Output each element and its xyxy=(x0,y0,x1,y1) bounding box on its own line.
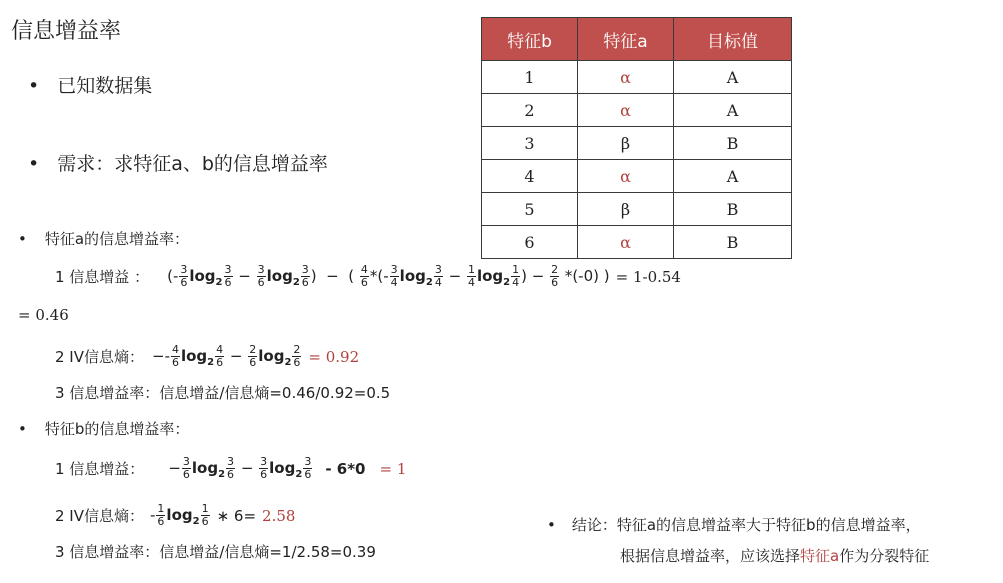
feature-b-iv-result: 2.58 xyxy=(262,506,296,525)
feature-a-iv-formula: −- $\frac{4}{6}$ $\log_2$ $\frac{4}{6}$ − $\frac{2}{6}$ $\log_2$ $\frac{2}{6}$ xyxy=(152,343,301,369)
table-row: 5 β B xyxy=(482,193,792,226)
feature-b-info-gain-result: = 1 xyxy=(379,459,407,478)
feature-b-info-gain-formula: − $\frac{3}{6}$ $\log_2$ $\frac{3}{6}$ − $\frac{3}{6}$ $\log_2$ $\frac{3}{6}$ xyxy=(168,455,312,481)
feature-b-header: • 特征b的信息增益率： xyxy=(18,420,190,438)
page-title: 信息增益率 xyxy=(11,19,122,44)
feature-a-gain-ratio: 3 信息增益率：信息增益/信息熵=0.46/0.92=0.5 xyxy=(55,384,391,402)
feature-a-info-gain-label: 1 信息增益 ： xyxy=(55,268,150,286)
feature-a-info-gain-result: = 1-0.54 xyxy=(615,267,681,286)
conclusion-line-1: • 结论：特征a的信息增益率大于特征b的信息增益率， xyxy=(547,515,921,534)
feature-a-info-gain-cont: = 0.46 xyxy=(18,306,69,324)
feature-b-iv-label: 2 IV信息熵： xyxy=(55,507,144,525)
feature-a-info-gain xyxy=(55,264,681,289)
feature-a-header-text: 特征a的信息增益率： xyxy=(44,230,190,248)
feature-b-iv xyxy=(55,503,295,528)
table-row: 2 α A xyxy=(482,94,792,127)
header-target: 目标值 xyxy=(674,18,792,61)
feature-b-header-text: 特征b的信息增益率： xyxy=(44,420,190,438)
feature-b-gain-ratio: 3 信息增益率：信息增益/信息熵=1/2.58=0.39 xyxy=(55,543,376,561)
table-row: 1 α A xyxy=(482,61,792,94)
feature-b-info-gain-label: 1 信息增益： xyxy=(55,460,145,478)
table-row: 6 α B xyxy=(482,226,792,259)
header-feature-a: 特征a xyxy=(578,18,674,61)
conclusion-line-2: 根据信息增益率，应该选择 特征a 作为分裂特征 xyxy=(620,547,930,565)
bullet-need: • 需求：求特征a、b的信息增益率 xyxy=(28,153,328,175)
feature-b-iv-formula: - $\frac{1}{6}$ $\log_2$ $\frac{1}{6}$ xyxy=(150,502,209,528)
feature-a-iv-result: = 0.92 xyxy=(308,347,360,366)
table-row: 3 β B xyxy=(482,127,792,160)
bullet-known: • 已知数据集 xyxy=(28,75,153,97)
feature-a-iv xyxy=(55,344,359,369)
header-feature-b: 特征b xyxy=(482,18,578,61)
feature-b-info-gain-tail: - 6*0 xyxy=(325,459,366,478)
feature-b-info-gain xyxy=(55,456,406,481)
feature-a-header: • 特征a的信息增益率： xyxy=(18,230,190,248)
bullet-known-text: 已知数据集 xyxy=(57,75,153,97)
table-header-row xyxy=(482,18,792,61)
feature-a-iv-label: 2 IV信息熵： xyxy=(55,348,144,366)
feature-a-info-gain-formula: (- $\frac{3}{6}$ $\log_2$ $\frac{3}{6}$ − $\frac{3}{6}$ $\log_2$ $\frac{3}{6}$ ) − ( $\frac{4}{6}$ *(- $\frac{3}{4}$ $\log_2$ $\frac{3}{4}$ − $\frac{1}{4}$ $\log_2$ $\frac{1}{4}$ ) − $\frac{2}{6}$ *(-0) ) xyxy=(167,263,610,289)
bullet-need-text: 需求：求特征a、b的信息增益率 xyxy=(57,153,328,175)
feature-b-iv-mid: ∗ 6= xyxy=(216,506,257,525)
conclusion-line-1-text: 结论：特征a的信息增益率大于特征b的信息增益率， xyxy=(571,516,921,534)
table-row: 4 α A xyxy=(482,160,792,193)
dataset-table xyxy=(481,17,792,259)
conclusion-highlight: 特征a xyxy=(800,547,840,565)
